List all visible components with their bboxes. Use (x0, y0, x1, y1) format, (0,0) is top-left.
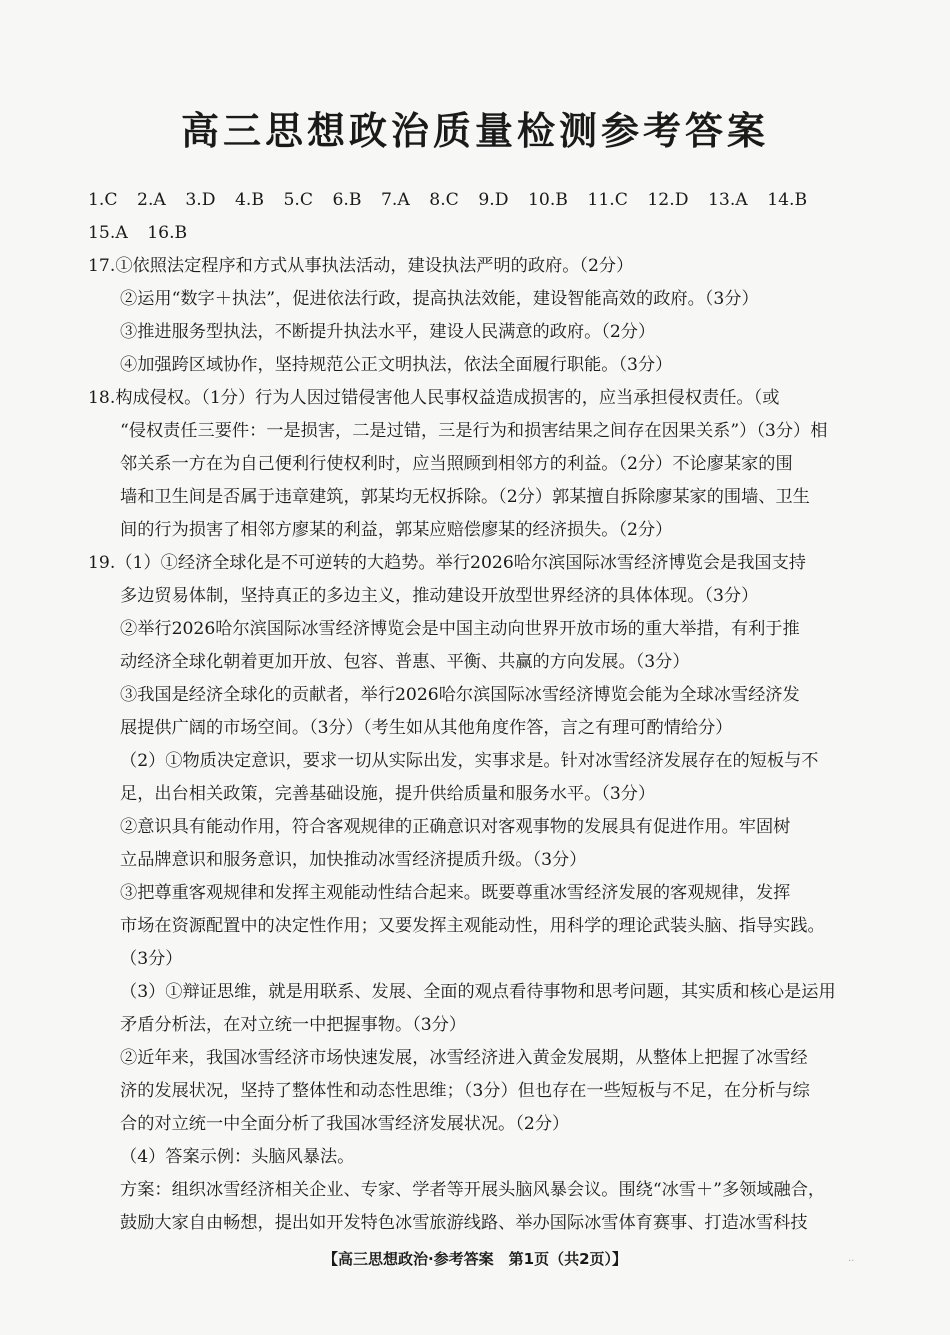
q18-line: 邻关系一方在为自己便利行使权利时，应当照顾到相邻方的利益。（2分）不论廖某家的围 (120, 454, 793, 474)
q18-line: 18.构成侵权。（1分）行为人因过错侵害他人民事权益造成损害的，应当承担侵权责任。（或 (88, 388, 780, 408)
answer-item: 15.A (88, 223, 128, 243)
answer-item: 14.B (767, 190, 808, 210)
answer-item: 9.D (478, 190, 509, 210)
q19-line: 市场在资源配置中的决定性作用；又要发挥主观能动性，用科学的理论武装头脑、指导实践。 (120, 916, 825, 936)
answer-item: 10.B (527, 190, 568, 210)
q19-line: 足，出台相关政策，完善基础设施，提升供给质量和服务水平。（3分） (120, 784, 656, 804)
answer-content (88, 184, 874, 1240)
q18-line: 墙和卫生间是否属于违章建筑，郭某均无权拆除。（2分）郭某擅自拆除廖某家的围墙、卫生 (120, 487, 810, 507)
q19-line: 济的发展状况，坚持了整体性和动态性思维；（3分）但也存在一些短板与不足，在分析与综 (120, 1081, 810, 1101)
q17-line: ②运用“数字＋执法”，促进依法行政，提高执法效能，建设智能高效的政府。（3分） (120, 289, 759, 309)
q17-line: ④加强跨区域协作，坚持规范公正文明执法，依法全面履行职能。（3分） (120, 355, 673, 375)
q19-line: ②意识具有能动作用，符合客观规律的正确意识对客观事物的发展具有促进作用。牢固树 (120, 817, 791, 837)
q19-line: （3分） (120, 949, 183, 969)
answer-item: 2.A (137, 190, 166, 210)
answer-item: 3.D (185, 190, 216, 210)
answer-item: 8.C (429, 190, 459, 210)
q18-line: 间的行为损害了相邻方廖某的利益，郭某应赔偿廖某的经济损失。（2分） (120, 520, 673, 540)
q19-line: 19.（1）①经济全球化是不可逆转的大趋势。举行2026哈尔滨国际冰雪经济博览会是我国支持 (88, 553, 806, 573)
q19-line: （4）答案示例：头脑风暴法。 (120, 1147, 355, 1167)
answer-item: 11.C (587, 190, 628, 210)
q19-line: 鼓励大家自由畅想，提出如开发特色冰雪旅游线路、举办国际冰雪体育赛事、打造冰雪科技 (120, 1213, 808, 1233)
q17-line: 17.①依照法定程序和方式从事执法活动，建设执法严明的政府。（2分） (88, 256, 634, 276)
q19-line: 动经济全球化朝着更加开放、包容、普惠、平衡、共赢的方向发展。（3分） (120, 652, 690, 672)
choice-answers-line-2 (88, 217, 874, 250)
q19-line: （2）①物质决定意识，要求一切从实际出发，实事求是。针对冰雪经济发展存在的短板与不 (120, 751, 819, 771)
answer-item: 1.C (88, 190, 118, 210)
q19-line: ②近年来，我国冰雪经济市场快速发展，冰雪经济进入黄金发展期，从整体上把握了冰雪经 (120, 1048, 808, 1068)
answer-item: 13.A (707, 190, 748, 210)
answer-item: 12.D (647, 190, 689, 210)
q19-line: 立品牌意识和服务意识，加快推动冰雪经济提质升级。（3分） (120, 850, 587, 870)
page-footer (0, 1248, 950, 1269)
document-title: 高三思想政治质量检测参考答案 (180, 109, 769, 153)
q19-line: ③把尊重客观规律和发挥主观能动性结合起来。既要尊重冰雪经济发展的客观规律，发挥 (120, 883, 791, 903)
corner-mark: ·· (848, 1256, 855, 1267)
answer-item: 16.B (147, 223, 188, 243)
q19-line: 方案：组织冰雪经济相关企业、专家、学者等开展头脑风暴会议。围绕“冰雪＋”多领域融合， (120, 1180, 826, 1200)
q19-line: 合的对立统一中全面分析了我国冰雪经济发展状况。（2分） (120, 1114, 570, 1134)
answer-item: 7.A (381, 190, 410, 210)
answer-item: 6.B (332, 190, 362, 210)
answer-item: 5.C (283, 190, 314, 210)
q19-line: 多边贸易体制，坚持真正的多边主义，推动建设开放型世界经济的具体体现。（3分） (120, 586, 759, 606)
answer-item: 4.B (234, 190, 264, 210)
q19-line: 展提供广阔的市场空间。（3分）（考生如从其他角度作答，言之有理可酌情给分） (120, 718, 733, 738)
q17-line: ③推进服务型执法，不断提升执法水平，建设人民满意的政府。（2分） (120, 322, 656, 342)
q19-line: （3）①辩证思维，就是用联系、发展、全面的观点看待事物和思考问题，其实质和核心是运用 (120, 982, 836, 1002)
q19-line: 矛盾分析法，在对立统一中把握事物。（3分） (120, 1015, 467, 1035)
footer-text: 【高三思想政治·参考答案 第1页（共2页）】 (322, 1250, 628, 1268)
q18-line: “侵权责任三要件：一是损害，二是过错，三是行为和损害结果之间存在因果关系”）（3分）相 (120, 421, 828, 441)
q19-line: ③我国是经济全球化的贡献者，举行2026哈尔滨国际冰雪经济博览会能为全球冰雪经济发 (120, 685, 800, 705)
q19-line: ②举行2026哈尔滨国际冰雪经济博览会是中国主动向世界开放市场的重大举措，有利于推 (120, 619, 800, 639)
choice-answers-line-1 (88, 184, 874, 217)
